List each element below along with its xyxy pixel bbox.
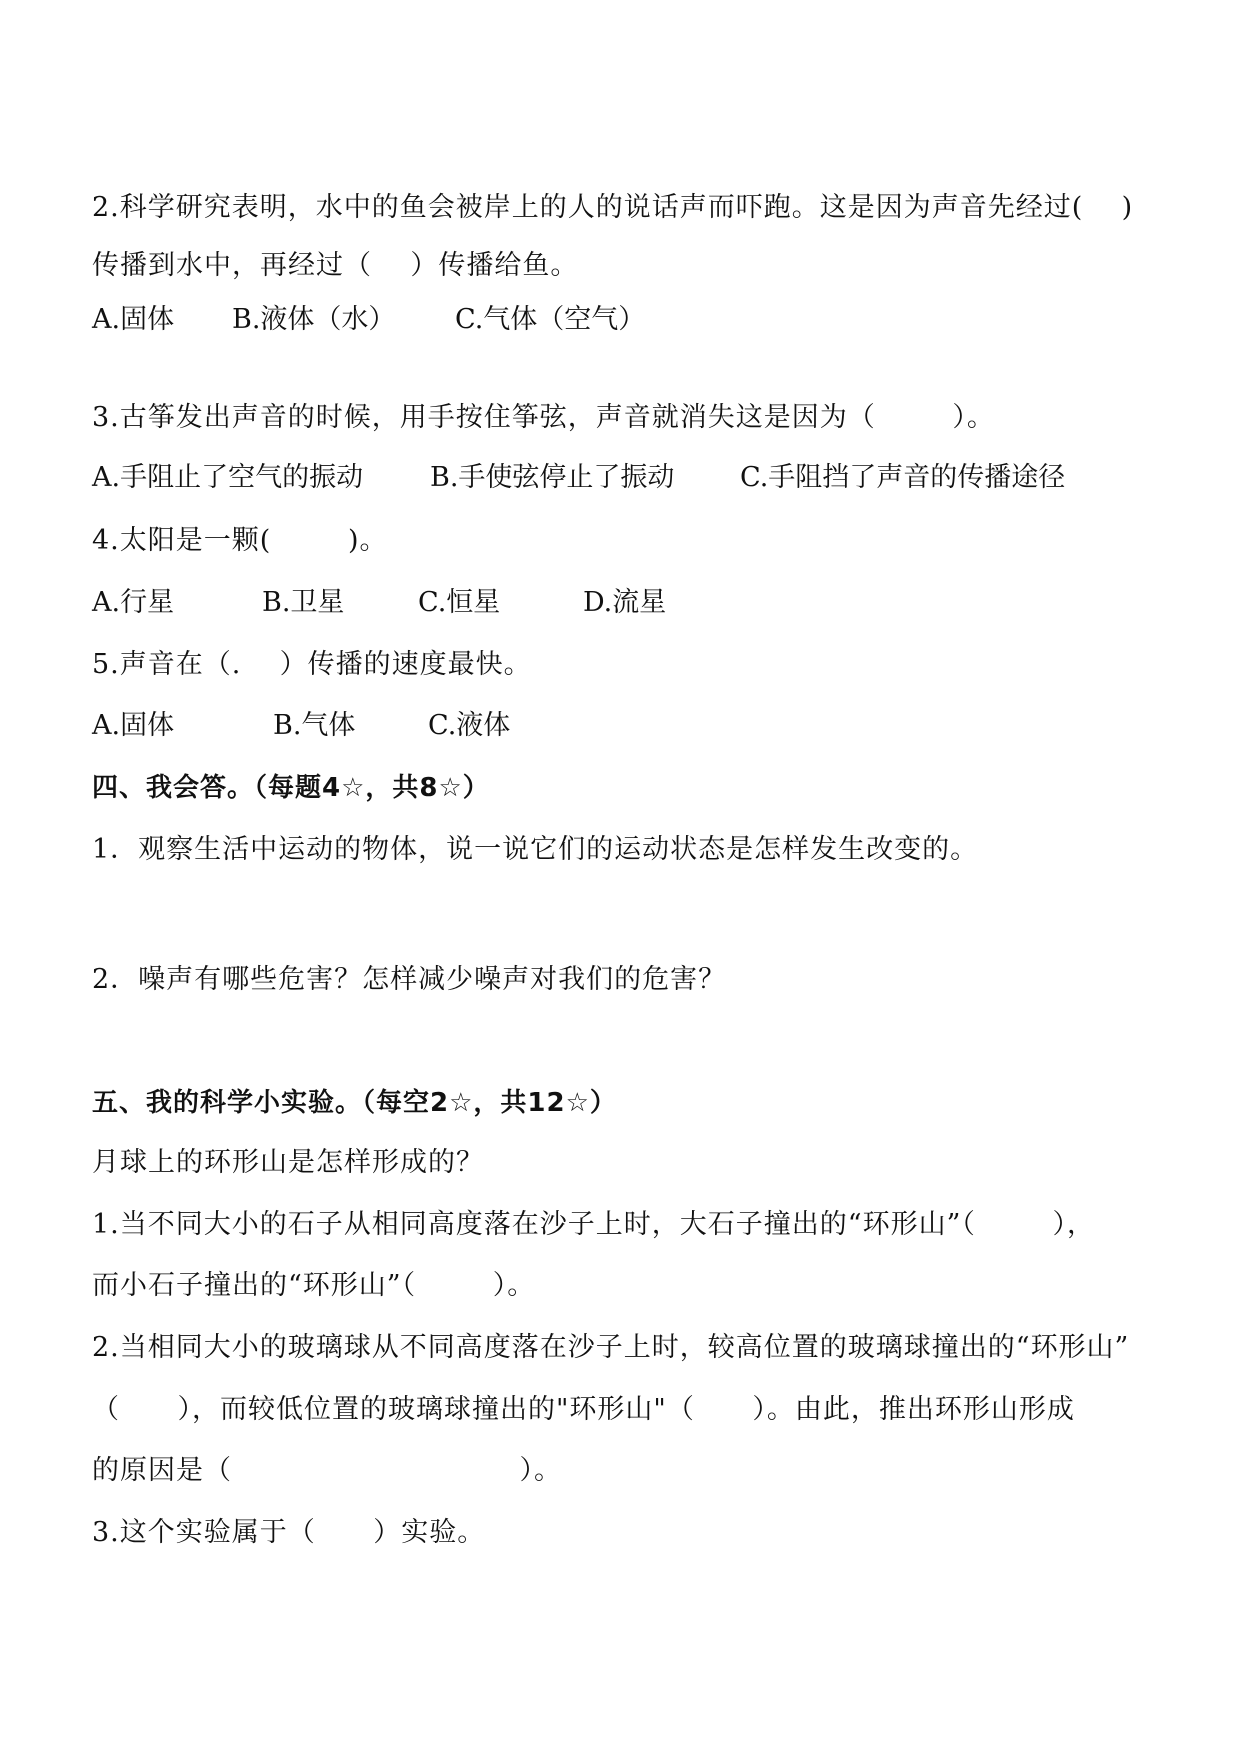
q5-option-c: C.液体 (428, 710, 511, 741)
q2-line1: 2.科学研究表明，水中的鱼会被岸上的人的说话声而吓跑。这是因为声音先经过( ) (92, 192, 1134, 223)
q2-line2: 传播到水中，再经过（ ）传播给鱼。 (92, 250, 579, 281)
section4-q2: 2．噪声有哪些危害？怎样减少噪声对我们的危害？ (92, 964, 727, 995)
q3-option-c: C.手阻挡了声音的传播途径 (740, 462, 1066, 493)
q4-option-a: A.行星 (92, 587, 175, 618)
q4-option-d: D.流星 (583, 587, 667, 618)
q4-option-c: C.恒星 (418, 587, 501, 618)
q2-option-b: B.液体（水） (232, 304, 396, 335)
section4-heading: 四、我会答。（每题4☆，共8☆） (92, 773, 490, 803)
section4-q1: 1．观察生活中运动的物体，说一说它们的运动状态是怎样发生改变的。 (92, 834, 979, 865)
q3-text: 3.古筝发出声音的时候，用手按住筝弦，声音就消失这是因为（ ）。 (92, 402, 995, 433)
section5-q3: 3.这个实验属于（ ）实验。 (92, 1517, 486, 1548)
q2-option-c: C.气体（空气） (455, 304, 646, 335)
section5-q1-line2: 而小石子撞出的“环形山”（ ）。 (92, 1270, 536, 1301)
q5-option-b: B.气体 (273, 710, 356, 741)
section5-q2-line3: 的原因是（ ）。 (92, 1455, 562, 1486)
q3-option-b: B.手使弦停止了振动 (430, 462, 675, 493)
section5-q2-line1: 2.当相同大小的玻璃球从不同高度落在沙子上时，较高位置的玻璃球撞出的“环形山” (92, 1332, 1130, 1363)
q5-text: 5.声音在（. ）传播的速度最快。 (92, 649, 532, 680)
q3-option-a: A.手阻止了空气的振动 (92, 462, 364, 493)
q4-option-b: B.卫星 (262, 587, 345, 618)
section5-q2-line2: （ ），而较低位置的玻璃球撞出的"环形山"（ ）。由此，推出环形山形成 (92, 1394, 1075, 1425)
q5-option-a: A.固体 (92, 710, 175, 741)
q2-option-a: A.固体 (92, 304, 175, 335)
section5-q1-line1: 1.当不同大小的石子从相同高度落在沙子上时，大石子撞出的“环形山”（ ）， (92, 1209, 1096, 1240)
section5-heading: 五、我的科学小实验。（每空2☆，共12☆） (92, 1088, 617, 1118)
section5-intro: 月球上的环形山是怎样形成的？ (92, 1147, 484, 1178)
q4-text: 4.太阳是一颗( )。 (92, 525, 388, 556)
